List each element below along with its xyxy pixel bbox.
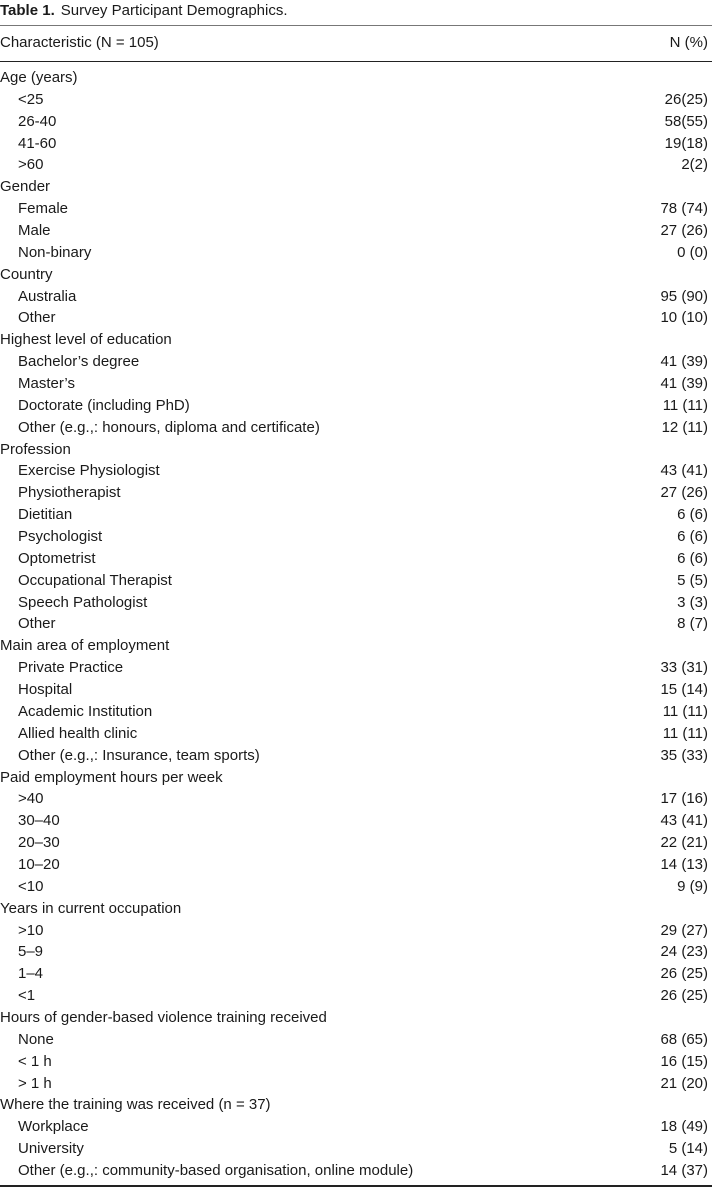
- table-row: [0, 417, 708, 439]
- group-heading-row: [0, 1007, 708, 1029]
- group-heading-row: [0, 329, 708, 351]
- row-label: Other: [18, 615, 56, 633]
- row-label: Other: [18, 309, 56, 327]
- row-label: 26-40: [18, 112, 57, 130]
- row-label: 1–4: [18, 965, 44, 983]
- row-label: Physiotherapist: [18, 484, 121, 502]
- row-value: 26 (25): [660, 987, 708, 1005]
- row-value: 6 (6): [677, 506, 708, 524]
- group-heading: Where the training was received (n = 37): [0, 1096, 271, 1114]
- row-value: 41 (39): [660, 353, 708, 371]
- row-value: 26(25): [664, 90, 708, 108]
- row-label: Doctorate (including PhD): [18, 396, 190, 414]
- row-value: 12 (11): [661, 418, 708, 436]
- row-value: 0 (0): [677, 243, 708, 261]
- row-value: 27 (26): [660, 484, 708, 502]
- row-value: 78 (74): [660, 200, 708, 218]
- row-label: >40: [18, 790, 44, 808]
- table-title: Survey Participant Demographics.: [60, 2, 288, 19]
- row-label: < 1 h: [18, 1052, 52, 1070]
- row-value: 35 (33): [660, 746, 708, 764]
- row-label: None: [18, 1030, 54, 1048]
- group-heading: Years in current occupation: [0, 899, 182, 917]
- row-label: 20–30: [18, 834, 60, 852]
- table-row: [0, 548, 708, 570]
- row-value: 33 (31): [660, 659, 708, 677]
- row-value: 17 (16): [660, 790, 708, 808]
- row-label: Occupational Therapist: [18, 571, 172, 589]
- table-row: [0, 613, 708, 635]
- row-value: 95 (90): [660, 287, 708, 305]
- table-row: [0, 133, 708, 155]
- table-caption: [0, 0, 288, 22]
- row-value: 27 (26): [660, 222, 708, 240]
- row-label: 30–40: [18, 812, 60, 830]
- row-value: 11 (11): [662, 724, 708, 742]
- table-row: [0, 876, 708, 898]
- table-row: [0, 242, 708, 264]
- row-label: Exercise Physiologist: [18, 462, 160, 480]
- row-value: 11 (11): [662, 396, 708, 414]
- row-value: 22 (21): [660, 834, 708, 852]
- row-label: Optometrist: [18, 549, 96, 567]
- row-label: Psychologist: [18, 528, 103, 546]
- row-label: Other (e.g.,: Insurance, team sports): [18, 746, 260, 764]
- table-label: Table 1.: [0, 2, 55, 19]
- group-heading: Hours of gender-based violence training received: [0, 1008, 327, 1026]
- row-label: Non-binary: [18, 243, 92, 261]
- table-row: [0, 985, 708, 1007]
- row-value: 8 (7): [677, 615, 708, 633]
- row-label: Other (e.g.,: honours, diploma and certificate): [18, 418, 320, 436]
- group-heading: Age (years): [0, 69, 78, 86]
- row-value: 6 (6): [677, 528, 708, 546]
- table-row: [0, 788, 708, 810]
- row-label: Academic Institution: [18, 702, 153, 720]
- row-value: 14 (37): [660, 1161, 708, 1179]
- table-row: [0, 482, 708, 504]
- row-value: 68 (65): [660, 1030, 708, 1048]
- table-row: [0, 111, 708, 133]
- group-heading: Profession: [0, 440, 71, 458]
- table-row: [0, 745, 708, 767]
- row-value: 15 (14): [660, 681, 708, 699]
- group-heading: Main area of employment: [0, 637, 170, 655]
- table-row: [0, 570, 708, 592]
- table-body: [0, 67, 708, 1182]
- row-value: 14 (13): [660, 855, 708, 873]
- row-value: 58(55): [664, 112, 708, 130]
- row-value: 5 (14): [668, 1140, 708, 1158]
- group-heading: Gender: [0, 178, 51, 196]
- row-value: 11 (11): [662, 702, 708, 720]
- row-label: 10–20: [18, 855, 60, 873]
- table-row: [0, 657, 708, 679]
- table-row: [0, 963, 708, 985]
- group-heading: Paid employment hours per week: [0, 768, 223, 786]
- row-label: >10: [18, 921, 44, 939]
- row-value: 6 (6): [677, 549, 708, 567]
- row-value: 18 (49): [660, 1118, 708, 1136]
- table-row: [0, 592, 708, 614]
- table-row: [0, 351, 708, 373]
- table-row: [0, 373, 708, 395]
- table-row: [0, 395, 708, 417]
- table-row: [0, 832, 708, 854]
- row-label: Male: [18, 222, 51, 240]
- table-row: [0, 154, 708, 176]
- group-heading-row: [0, 439, 708, 461]
- table-row: [0, 460, 708, 482]
- row-label: Master’s: [18, 375, 75, 393]
- row-label: <25: [18, 90, 44, 108]
- row-value: 19(18): [664, 134, 708, 152]
- row-value: 9 (9): [677, 877, 708, 895]
- row-label: Private Practice: [18, 659, 124, 677]
- table-row: [0, 941, 708, 963]
- row-label: > 1 h: [18, 1074, 52, 1092]
- row-label: Other (e.g.,: community-based organisation, online module): [18, 1161, 414, 1179]
- group-heading-row: [0, 635, 708, 657]
- table-row: [0, 1138, 708, 1160]
- row-label: University: [18, 1140, 84, 1158]
- row-label: Workplace: [18, 1118, 89, 1136]
- header-n-pct: N (%): [669, 34, 708, 51]
- row-label: Australia: [18, 287, 77, 305]
- row-value: 29 (27): [660, 921, 708, 939]
- table-row: [0, 723, 708, 745]
- row-label: Bachelor’s degree: [18, 353, 140, 371]
- table-row: [0, 1116, 708, 1138]
- table-row: [0, 701, 708, 723]
- group-heading-row: [0, 1094, 708, 1116]
- row-value: 24 (23): [660, 943, 708, 961]
- table-row: [0, 810, 708, 832]
- table-row: [0, 679, 708, 701]
- table-row: [0, 1160, 708, 1182]
- top-rule: [0, 25, 712, 26]
- row-label: 41-60: [18, 134, 57, 152]
- group-heading-row: [0, 898, 708, 920]
- table-row: [0, 220, 708, 242]
- row-label: Speech Pathologist: [18, 593, 148, 611]
- header-rule: [0, 61, 712, 62]
- group-heading: Country: [0, 265, 53, 283]
- group-heading-row: [0, 67, 708, 89]
- row-value: 21 (20): [660, 1074, 708, 1092]
- group-heading-row: [0, 264, 708, 286]
- table-row: [0, 504, 708, 526]
- row-label: Hospital: [18, 681, 73, 699]
- table-row: [0, 526, 708, 548]
- row-value: 41 (39): [660, 375, 708, 393]
- row-value: 3 (3): [677, 593, 708, 611]
- table-row: [0, 1029, 708, 1051]
- row-label: Allied health clinic: [18, 724, 138, 742]
- bottom-rule: [0, 1185, 712, 1187]
- row-value: 26 (25): [660, 965, 708, 983]
- row-value: 2(2): [681, 156, 708, 174]
- row-value: 5 (5): [677, 571, 708, 589]
- row-value: 10 (10): [660, 309, 708, 327]
- row-label: Female: [18, 200, 69, 218]
- table-header: [0, 32, 708, 54]
- header-characteristic: Characteristic (N = 105): [0, 34, 159, 51]
- row-label: >60: [18, 156, 44, 174]
- table-row: [0, 198, 708, 220]
- table-row: [0, 1073, 708, 1095]
- table-row: [0, 89, 708, 111]
- row-label: 5–9: [18, 943, 44, 961]
- table-row: [0, 307, 708, 329]
- row-label: Dietitian: [18, 506, 73, 524]
- row-value: 16 (15): [660, 1052, 708, 1070]
- table-row: [0, 286, 708, 308]
- table-row: [0, 854, 708, 876]
- group-heading-row: [0, 767, 708, 789]
- row-label: <1: [18, 987, 36, 1005]
- row-value: 43 (41): [660, 812, 708, 830]
- row-value: 43 (41): [660, 462, 708, 480]
- table-row: [0, 920, 708, 942]
- group-heading-row: [0, 176, 708, 198]
- row-label: <10: [18, 877, 44, 895]
- table-row: [0, 1051, 708, 1073]
- group-heading: Highest level of education: [0, 331, 172, 349]
